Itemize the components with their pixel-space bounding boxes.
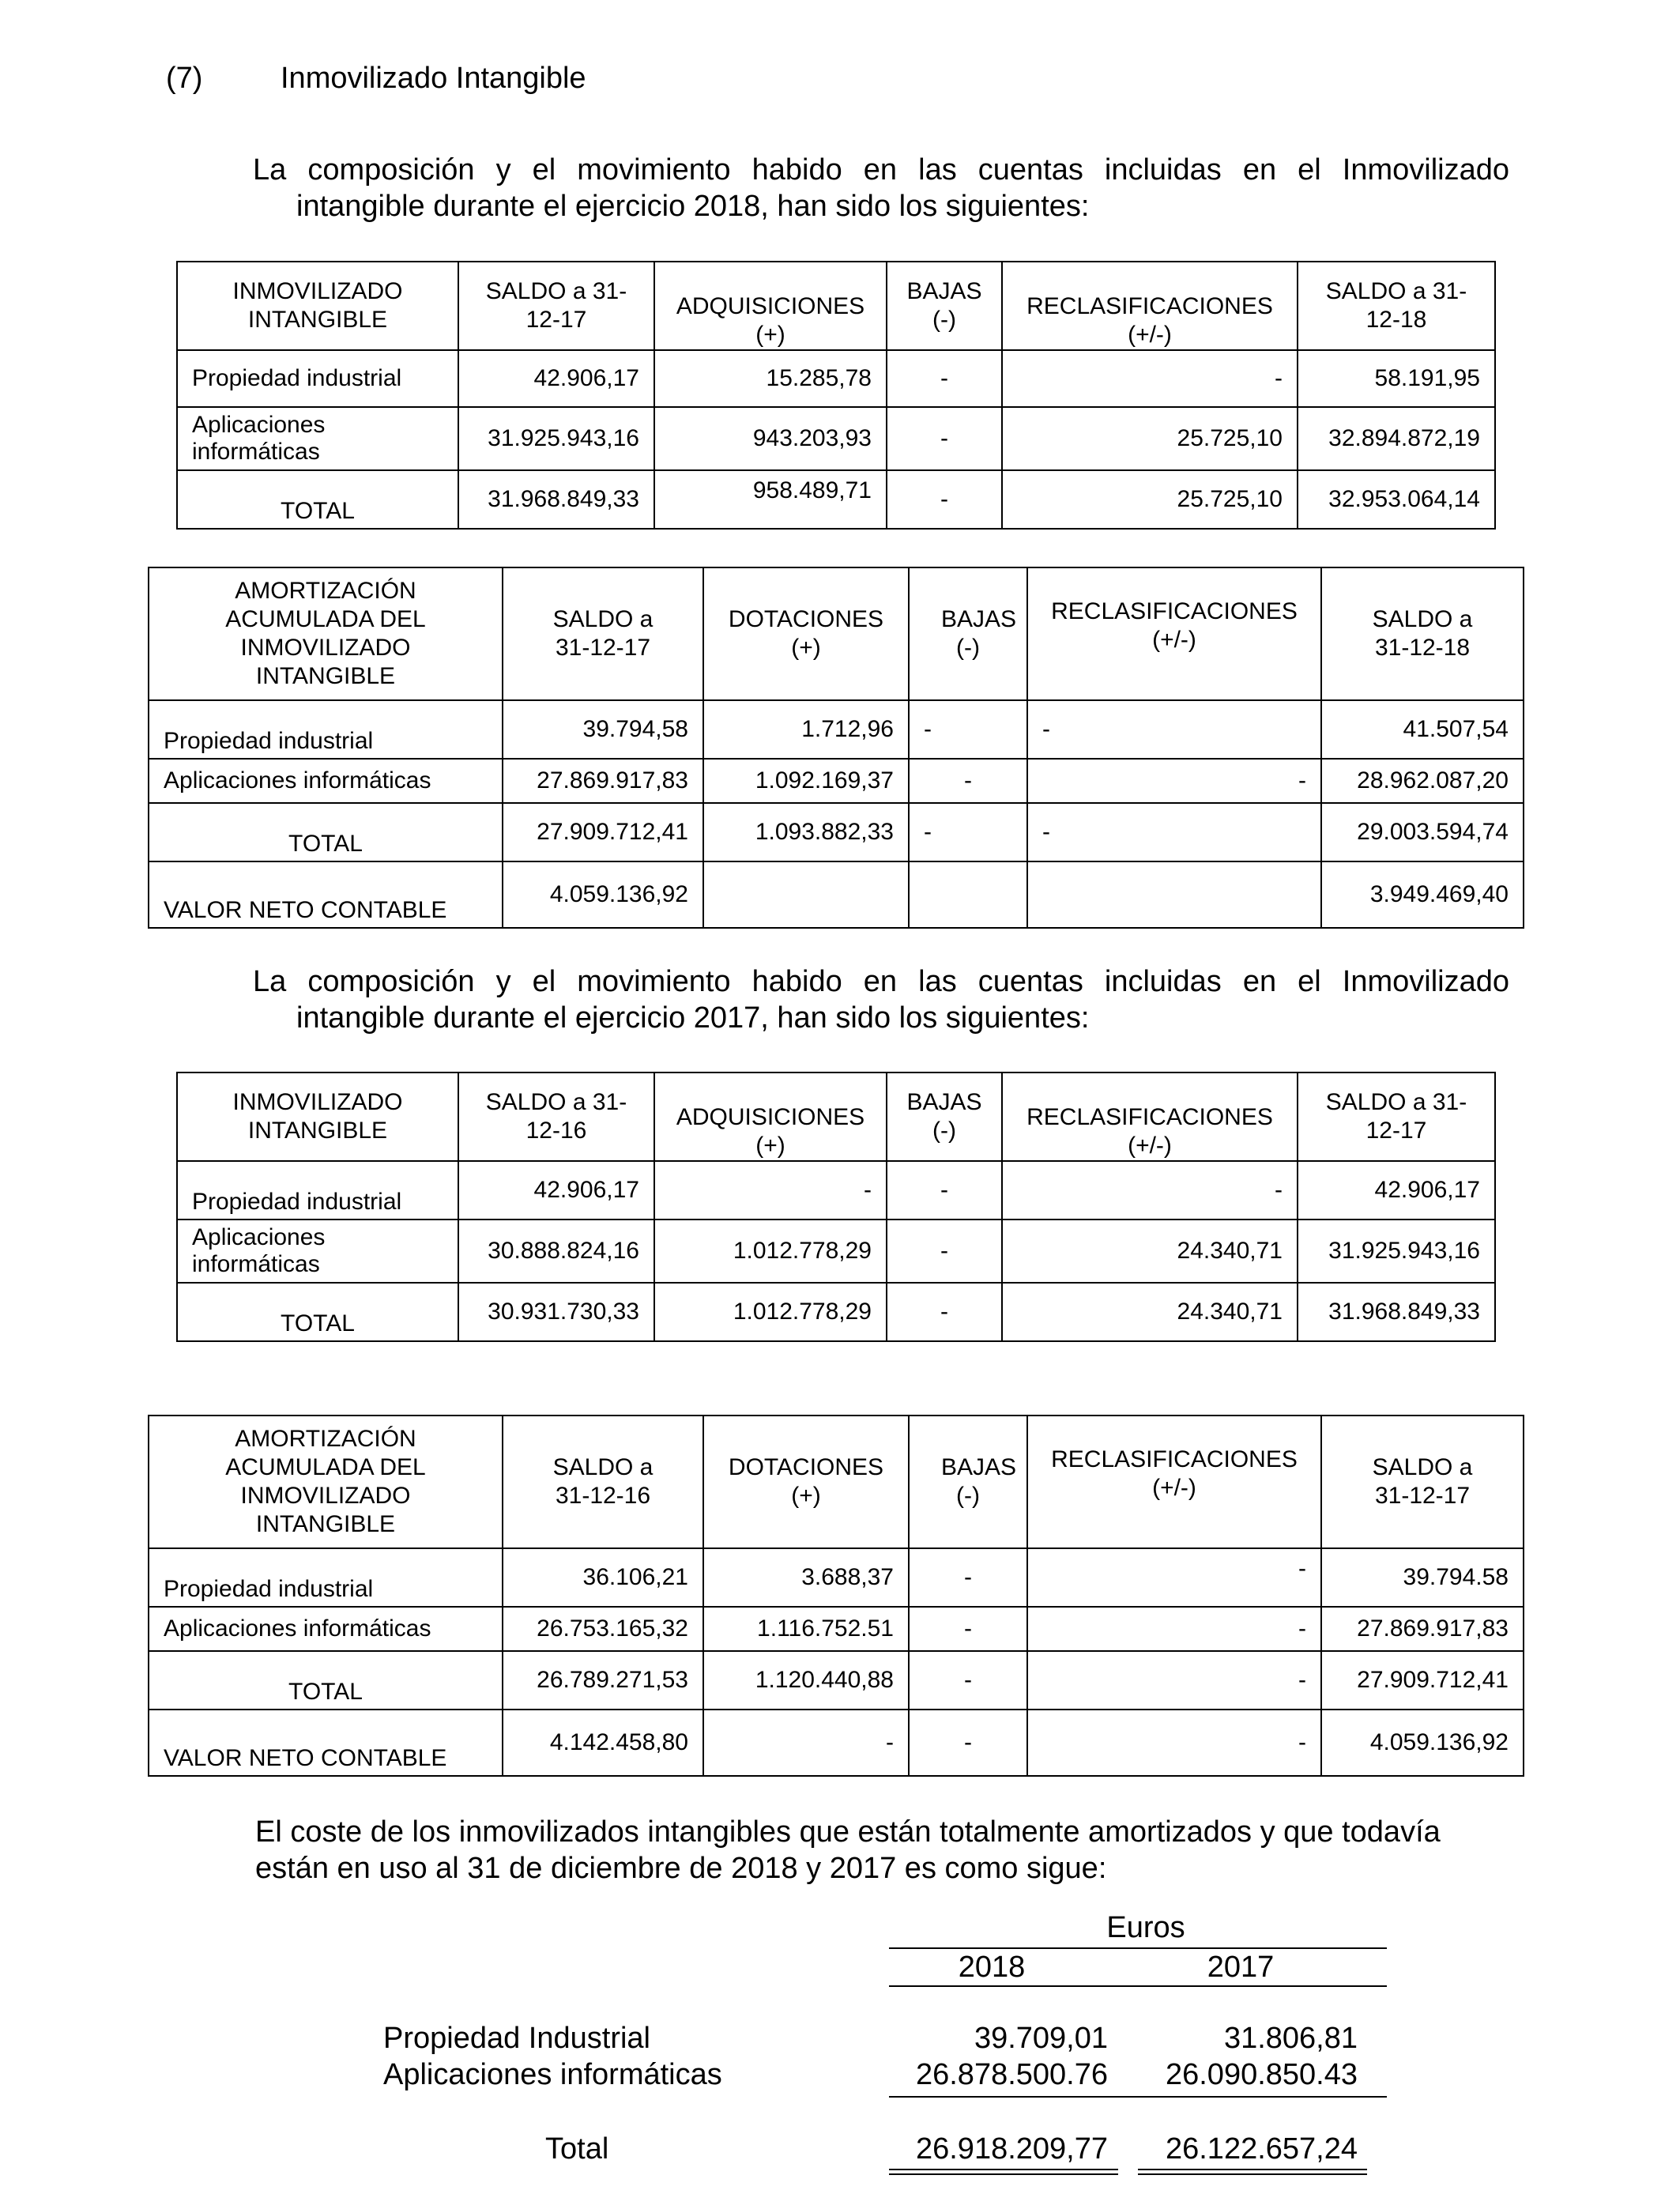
col-header: SALDO a 31-12-17 [1298,1072,1495,1161]
cell: 25.725,10 [1002,407,1298,470]
table-row [149,759,1524,803]
cell: 26.753.165,32 [503,1607,703,1651]
table-row [149,700,1524,759]
amortized-note-line1: El coste de los inmovilizados intangibles que están totalmente amortizados y que todavía [255,1815,1441,1849]
col-header: DOTACIONES (+) [703,567,909,700]
cell: - [1027,803,1321,861]
cell: - [909,803,1027,861]
col-header: RECLASIFICACIONES (+/-) [1002,1072,1298,1161]
row-label: Propiedad industrial [177,350,458,407]
cell: 30.931.730,33 [458,1283,654,1341]
year-2018: 2018 [958,1951,1026,1984]
cell: 4.059.136,92 [503,861,703,928]
col-header: AMORTIZACIÓN ACUMULADA DEL INMOVILIZADO INTANGIBLE [149,567,503,700]
cell: 27.909.712,41 [503,803,703,861]
cell: - [909,1710,1027,1776]
cell: - [1027,700,1321,759]
amortized-note-line2: están en uso al 31 de diciembre de 2018 y 2017 es como sigue: [255,1852,1107,1885]
cell: 3.949.469,40 [1321,861,1524,928]
cell: 42.906,17 [458,350,654,407]
cell: 30.888.824,16 [458,1220,654,1283]
cell: - [887,407,1002,470]
total-label: Total [545,2132,609,2166]
cell: 31.925.943,16 [458,407,654,470]
intro-2017-line2: intangible durante el ejercicio 2017, han sido los siguientes: [296,1001,1090,1035]
col-header: BAJAS (-) [909,567,1027,700]
row-label: Propiedad industrial [149,700,503,759]
col-header: ADQUISICIONES (+) [654,262,887,350]
col-header: SALDO a 31-12-17 [503,567,703,700]
table-row [177,350,1495,407]
summary-value-2017: 31.806,81 [1223,2022,1358,2055]
cell: 29.003.594,74 [1321,803,1524,861]
intro-2018-line1: La composición y el movimiento habido en las cuentas incluidas en el Inmovilizado [253,153,1509,187]
col-header: SALDO a 31-12-18 [1321,567,1524,700]
table-row [149,1651,1524,1710]
intro-2018-line2: intangible durante el ejercicio 2018, han sido los siguientes: [296,190,1090,223]
summary-value-2018: 39.709,01 [974,2022,1108,2055]
cell: 41.507,54 [1321,700,1524,759]
cell: 24.340,71 [1002,1220,1298,1283]
cell: - [1027,1548,1321,1607]
section-number: (7) [166,62,203,95]
cell: 958.489,71 [654,470,887,529]
cell: 1.120.440,88 [703,1651,909,1710]
cell: 15.285,78 [654,350,887,407]
cell: - [887,1283,1002,1341]
col-header: DOTACIONES (+) [703,1416,909,1548]
cell: 27.909.712,41 [1321,1651,1524,1710]
col-header: SALDO a 31-12-17 [1321,1416,1524,1548]
table-row [149,1607,1524,1651]
table-amortization-2017 [148,1415,1524,1777]
cell: 24.340,71 [1002,1283,1298,1341]
total-double-rule-2018 [889,2169,1118,2175]
cell: 4.059.136,92 [1321,1710,1524,1776]
table-row [177,1220,1495,1283]
row-label: VALOR NETO CONTABLE [149,861,503,928]
section-title: Inmovilizado Intangible [281,62,586,95]
row-label: Propiedad industrial [177,1161,458,1220]
col-header: RECLASIFICACIONES (+/-) [1027,1416,1321,1548]
table-intangible-2017 [176,1072,1496,1342]
table-row [149,1710,1524,1776]
cell: - [887,350,1002,407]
total-value-2017: 26.122.657,24 [1165,2132,1358,2166]
table-amortization-2018 [148,567,1524,929]
cell: - [1002,350,1298,407]
table-row [177,407,1495,470]
cell: 39.794,58 [503,700,703,759]
cell: 1.012.778,29 [654,1283,887,1341]
cell: 943.203,93 [654,407,887,470]
row-label: TOTAL [149,1651,503,1710]
row-label: Aplicaciones informáticas [177,407,458,470]
row-label: VALOR NETO CONTABLE [149,1710,503,1776]
row-label: TOTAL [177,470,458,529]
cell: - [1027,759,1321,803]
cell: 42.906,17 [458,1161,654,1220]
cell: 31.968.849,33 [458,470,654,529]
table-row [149,861,1524,928]
intro-2017-line1: La composición y el movimiento habido en las cuentas incluidas en el Inmovilizado [253,965,1509,998]
cell: 1.012.778,29 [654,1220,887,1283]
col-header: SALDO a 31-12-16 [503,1416,703,1548]
cell: 42.906,17 [1298,1161,1495,1220]
total-double-rule-2017 [1138,2169,1367,2175]
intro-2018-paragraph [253,152,1509,224]
row-label: Propiedad industrial [149,1548,503,1607]
cell: 27.869.917,83 [1321,1607,1524,1651]
cell: 26.789.271,53 [503,1651,703,1710]
col-header: ADQUISICIONES (+) [654,1072,887,1161]
subtotal-rule [889,2096,1387,2098]
cell [909,861,1027,928]
row-label: Aplicaciones informáticas [177,1220,458,1283]
col-header: AMORTIZACIÓN ACUMULADA DEL INMOVILIZADO INTANGIBLE [149,1416,503,1548]
table-row [177,1283,1495,1341]
cell: 1.116.752.51 [703,1607,909,1651]
cell: 58.191,95 [1298,350,1495,407]
col-header: SALDO a 31-12-17 [458,262,654,350]
cell: 1.092.169,37 [703,759,909,803]
summary-value-2018: 26.878.500.76 [915,2058,1108,2091]
total-value-2018: 26.918.209,77 [915,2132,1108,2166]
cell: 31.925.943,16 [1298,1220,1495,1283]
amortized-note-paragraph [255,1814,1512,1887]
cell: 27.869.917,83 [503,759,703,803]
row-label: Aplicaciones informáticas [149,1607,503,1651]
table-row [149,803,1524,861]
table-row [177,1161,1495,1220]
cell: - [909,759,1027,803]
col-header: BAJAS (-) [887,262,1002,350]
currency-label: Euros [1106,1911,1185,1944]
cell: 39.794.58 [1321,1548,1524,1607]
cell: - [654,1161,887,1220]
year-rule [889,1985,1387,1987]
cell [1027,861,1321,928]
cell: - [1027,1651,1321,1710]
cell: - [909,1607,1027,1651]
table-row [177,470,1495,529]
cell: 31.968.849,33 [1298,1283,1495,1341]
cell: - [1027,1710,1321,1776]
summary-row-label: Propiedad Industrial [383,2022,650,2055]
cell: 25.725,10 [1002,470,1298,529]
col-header: SALDO a 31-12-16 [458,1072,654,1161]
cell: 32.894.872,19 [1298,407,1495,470]
cell [703,861,909,928]
cell: - [887,1161,1002,1220]
cell: - [909,700,1027,759]
col-header: RECLASIFICACIONES (+/-) [1027,567,1321,700]
cell: 1.093.882,33 [703,803,909,861]
cell: 4.142.458,80 [503,1710,703,1776]
year-2017: 2017 [1207,1951,1275,1984]
intro-2017-paragraph [253,963,1509,1036]
table-row [149,1548,1524,1607]
cell: - [909,1548,1027,1607]
row-label: Aplicaciones informáticas [149,759,503,803]
cell: - [703,1710,909,1776]
col-header: BAJAS (-) [887,1072,1002,1161]
header-rule [889,1947,1387,1949]
col-header: INMOVILIZADO INTANGIBLE [177,1072,458,1161]
cell: 32.953.064,14 [1298,470,1495,529]
cell: - [1002,1161,1298,1220]
cell: 36.106,21 [503,1548,703,1607]
table-intangible-2018 [176,261,1496,530]
col-header: RECLASIFICACIONES (+/-) [1002,262,1298,350]
cell: 1.712,96 [703,700,909,759]
col-header: INMOVILIZADO INTANGIBLE [177,262,458,350]
cell: 28.962.087,20 [1321,759,1524,803]
col-header: SALDO a 31-12-18 [1298,262,1495,350]
summary-value-2017: 26.090.850.43 [1165,2058,1358,2091]
row-label: TOTAL [177,1283,458,1341]
cell: - [887,470,1002,529]
cell: - [909,1651,1027,1710]
summary-row-label: Aplicaciones informáticas [383,2058,722,2091]
cell: - [1027,1607,1321,1651]
col-header: BAJAS (-) [909,1416,1027,1548]
row-label: TOTAL [149,803,503,861]
cell: - [887,1220,1002,1283]
cell: 3.688,37 [703,1548,909,1607]
